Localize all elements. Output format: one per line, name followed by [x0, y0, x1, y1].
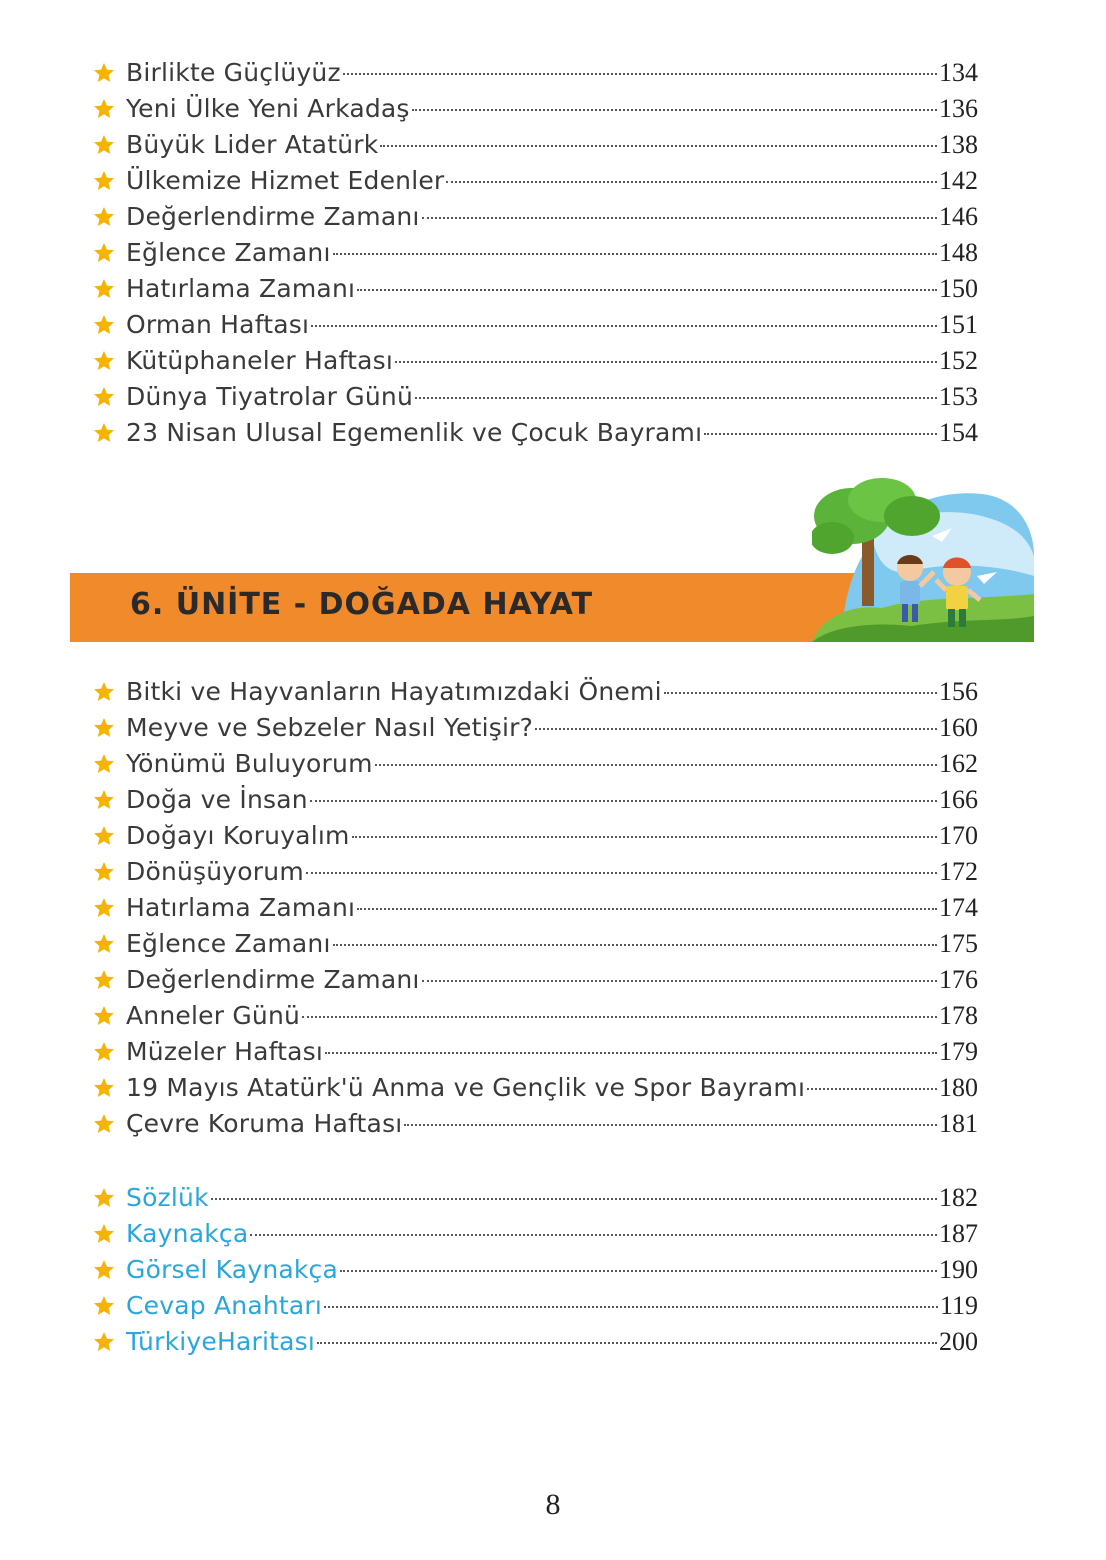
- star-bullet-icon: [92, 680, 116, 704]
- toc-entry[interactable]: [92, 163, 978, 199]
- toc-entry-title: Meyve ve Sebzeler Nasıl Yetişir?: [126, 713, 534, 742]
- star-bullet-icon: [92, 241, 116, 265]
- toc-entry[interactable]: [92, 1034, 978, 1070]
- toc-entry-page: 156: [939, 677, 978, 706]
- toc-entry[interactable]: [92, 55, 978, 91]
- toc-entry[interactable]: [92, 782, 978, 818]
- toc-entry-page: 162: [939, 749, 978, 778]
- toc-entry-title: Hatırlama Zamanı: [126, 893, 356, 922]
- toc-entry-page: 119: [939, 1291, 978, 1320]
- toc-entry[interactable]: [92, 1106, 978, 1142]
- toc-section-1: [92, 55, 978, 451]
- star-bullet-icon: [92, 1330, 116, 1354]
- star-bullet-icon: [92, 896, 116, 920]
- dot-leader: [704, 433, 937, 435]
- dot-leader: [250, 1234, 937, 1236]
- page-number: 8: [545, 1488, 561, 1521]
- toc-entry[interactable]: [92, 962, 978, 998]
- dot-leader: [395, 361, 937, 363]
- dot-leader: [535, 728, 937, 730]
- star-bullet-icon: [92, 1186, 116, 1210]
- star-bullet-icon: [92, 205, 116, 229]
- toc-entry-page: 170: [939, 821, 978, 850]
- toc-entry-page: 176: [939, 965, 978, 994]
- dot-leader: [422, 217, 937, 219]
- toc-entry[interactable]: [92, 271, 978, 307]
- toc-entry[interactable]: [92, 1252, 978, 1288]
- star-bullet-icon: [92, 349, 116, 373]
- toc-entry-page: 134: [939, 58, 978, 87]
- dot-leader: [302, 1016, 937, 1018]
- dot-leader: [343, 73, 937, 75]
- star-bullet-icon: [92, 277, 116, 301]
- star-bullet-icon: [92, 313, 116, 337]
- star-bullet-icon: [92, 1222, 116, 1246]
- dot-leader: [415, 397, 937, 399]
- star-bullet-icon: [92, 1076, 116, 1100]
- toc-entry-page: 182: [939, 1183, 978, 1212]
- toc-entry[interactable]: [92, 379, 978, 415]
- toc-entry[interactable]: [92, 746, 978, 782]
- toc-entry[interactable]: [92, 91, 978, 127]
- star-bullet-icon: [92, 824, 116, 848]
- toc-entry-page: 142: [939, 166, 978, 195]
- toc-entry-title: Dünya Tiyatrolar Günü: [126, 382, 413, 411]
- toc-entry[interactable]: [92, 1324, 978, 1360]
- toc-entry-title: Hatırlama Zamanı: [126, 274, 356, 303]
- dot-leader: [422, 980, 937, 982]
- toc-entry-page: 150: [939, 274, 978, 303]
- toc-entry-page: 160: [939, 713, 978, 742]
- toc-entry[interactable]: [92, 199, 978, 235]
- toc-section-unit-6: [92, 674, 978, 1142]
- toc-entry-page: 153: [939, 382, 978, 411]
- dot-leader: [325, 1052, 937, 1054]
- toc-entry-title: Doğayı Koruyalım: [126, 821, 350, 850]
- toc-entry[interactable]: [92, 674, 978, 710]
- toc-entry-title: Bitki ve Hayvanların Hayatımızdaki Önemi: [126, 677, 662, 706]
- toc-entry-title: Değerlendirme Zamanı: [126, 202, 420, 231]
- dot-leader: [412, 109, 937, 111]
- dot-leader: [333, 253, 937, 255]
- toc-entry-title: TürkiyeHaritası: [126, 1327, 315, 1356]
- star-bullet-icon: [92, 860, 116, 884]
- dot-leader: [311, 325, 937, 327]
- toc-entry-page: 146: [939, 202, 978, 231]
- unit-title: 6. ÜNİTE - DOĞADA HAYAT: [130, 587, 594, 622]
- toc-entry[interactable]: [92, 307, 978, 343]
- toc-entry-title: Ülkemize Hizmet Edenler: [126, 166, 445, 195]
- toc-entry-page: 136: [939, 94, 978, 123]
- children-playing-illustration: [812, 476, 1034, 642]
- toc-entry-title: Müzeler Haftası: [126, 1037, 324, 1066]
- toc-entry-page: 175: [939, 929, 978, 958]
- toc-entry-page: 190: [939, 1255, 978, 1284]
- toc-entry-page: 181: [939, 1109, 978, 1138]
- toc-entry[interactable]: [92, 127, 978, 163]
- dot-leader: [357, 289, 937, 291]
- toc-entry[interactable]: [92, 998, 978, 1034]
- toc-entry-page: 200: [939, 1327, 978, 1356]
- toc-entry[interactable]: [92, 1288, 978, 1324]
- toc-entry[interactable]: [92, 235, 978, 271]
- star-bullet-icon: [92, 1112, 116, 1136]
- star-bullet-icon: [92, 716, 116, 740]
- toc-entry-page: 166: [939, 785, 978, 814]
- toc-entry-title: Görsel Kaynakça: [126, 1255, 339, 1284]
- toc-entry-title: Büyük Lider Atatürk: [126, 130, 379, 159]
- toc-entry-title: Kaynakça: [126, 1219, 249, 1248]
- toc-entry[interactable]: [92, 1216, 978, 1252]
- toc-entry-page: 151: [939, 310, 978, 339]
- toc-entry-page: 178: [939, 1001, 978, 1030]
- toc-entry-title: Cevap Anahtarı: [126, 1291, 323, 1320]
- star-bullet-icon: [92, 1294, 116, 1318]
- toc-entry[interactable]: [92, 343, 978, 379]
- toc-entry-page: 180: [939, 1073, 978, 1102]
- toc-entry-page: 152: [939, 346, 978, 375]
- star-bullet-icon: [92, 169, 116, 193]
- star-bullet-icon: [92, 1004, 116, 1028]
- illustration-svg: [812, 476, 1034, 642]
- toc-entry-page: 174: [939, 893, 978, 922]
- dot-leader: [380, 145, 937, 147]
- star-bullet-icon: [92, 385, 116, 409]
- toc-entry-title: Değerlendirme Zamanı: [126, 965, 420, 994]
- star-bullet-icon: [92, 788, 116, 812]
- dot-leader: [352, 836, 937, 838]
- dot-leader: [317, 1342, 937, 1344]
- toc-entry[interactable]: [92, 1070, 978, 1106]
- dot-leader: [357, 908, 937, 910]
- toc-entry-title: Anneler Günü: [126, 1001, 301, 1030]
- dot-leader: [340, 1270, 937, 1272]
- star-bullet-icon: [92, 1040, 116, 1064]
- toc-entry-title: Eğlence Zamanı: [126, 238, 331, 267]
- toc-entry-title: 23 Nisan Ulusal Egemenlik ve Çocuk Bayramı: [126, 418, 703, 447]
- dot-leader: [807, 1088, 937, 1090]
- toc-entry[interactable]: [92, 415, 978, 451]
- star-bullet-icon: [92, 1258, 116, 1282]
- star-bullet-icon: [92, 61, 116, 85]
- toc-entry-title: 19 Mayıs Atatürk'ü Anma ve Gençlik ve Spor Bayramı: [126, 1073, 806, 1102]
- toc-entry-title: Yönümü Buluyorum: [126, 749, 373, 778]
- dot-leader: [446, 181, 937, 183]
- dot-leader: [306, 872, 937, 874]
- dot-leader: [333, 944, 937, 946]
- toc-entry-page: 179: [939, 1037, 978, 1066]
- toc-entry-title: Dönüşüyorum: [126, 857, 304, 886]
- toc-entry-title: Orman Haftası: [126, 310, 310, 339]
- toc-entry[interactable]: [92, 1180, 978, 1216]
- toc-entry[interactable]: [92, 854, 978, 890]
- toc-entry[interactable]: [92, 890, 978, 926]
- dot-leader: [375, 764, 937, 766]
- toc-section-appendix: [92, 1180, 978, 1360]
- star-bullet-icon: [92, 932, 116, 956]
- toc-entry[interactable]: [92, 710, 978, 746]
- dot-leader: [664, 692, 937, 694]
- toc-entry-page: 138: [939, 130, 978, 159]
- toc-entry[interactable]: [92, 818, 978, 854]
- toc-entry-page: 148: [939, 238, 978, 267]
- toc-entry-title: Yeni Ülke Yeni Arkadaş: [126, 94, 410, 123]
- toc-entry-page: 154: [939, 418, 978, 447]
- star-bullet-icon: [92, 752, 116, 776]
- star-bullet-icon: [92, 421, 116, 445]
- toc-entry-title: Eğlence Zamanı: [126, 929, 331, 958]
- toc-entry-title: Çevre Koruma Haftası: [126, 1109, 403, 1138]
- star-bullet-icon: [92, 97, 116, 121]
- dot-leader: [324, 1306, 938, 1308]
- toc-entry-title: Sözlük: [126, 1183, 209, 1212]
- toc-entry-title: Birlikte Güçlüyüz: [126, 58, 341, 87]
- dot-leader: [404, 1124, 937, 1126]
- dot-leader: [211, 1198, 937, 1200]
- star-bullet-icon: [92, 133, 116, 157]
- toc-entry[interactable]: [92, 926, 978, 962]
- dot-leader: [310, 800, 937, 802]
- toc-entry-title: Doğa ve İnsan: [126, 785, 308, 814]
- toc-entry-page: 187: [939, 1219, 978, 1248]
- star-bullet-icon: [92, 968, 116, 992]
- toc-entry-page: 172: [939, 857, 978, 886]
- toc-entry-title: Kütüphaneler Haftası: [126, 346, 394, 375]
